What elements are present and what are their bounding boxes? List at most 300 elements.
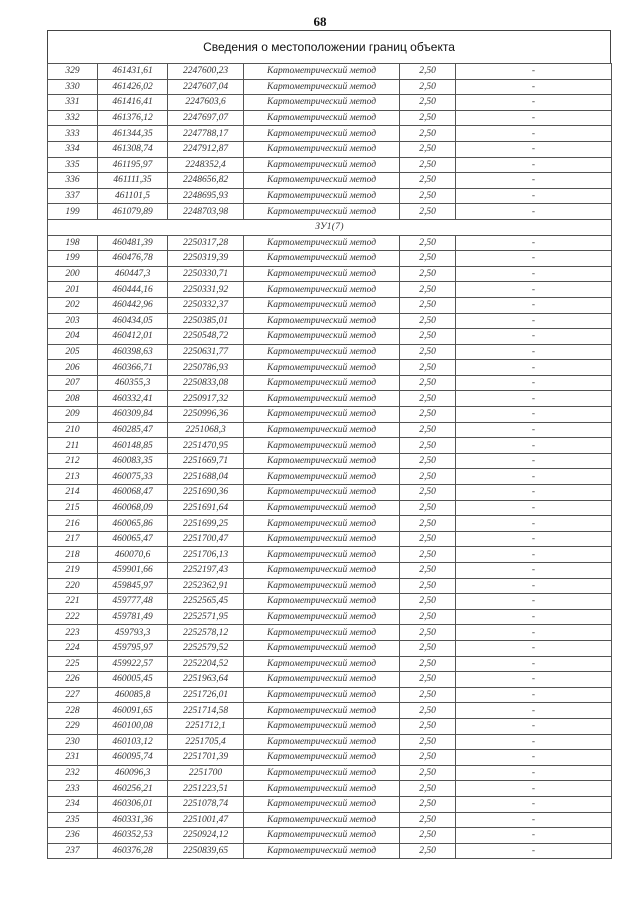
table-row	[48, 765, 612, 781]
method-cell: Картометрический метод	[244, 173, 400, 189]
table-row	[48, 781, 612, 797]
accuracy-cell: 2,50	[400, 687, 456, 703]
description-cell: -	[456, 516, 612, 532]
section-label: ЗУ1(7)	[48, 219, 612, 235]
accuracy-cell: 2,50	[400, 251, 456, 267]
y-coordinate-cell: 2248352,4	[168, 157, 244, 173]
y-coordinate-cell: 2252578,12	[168, 625, 244, 641]
table-row	[48, 235, 612, 251]
point-number-cell: 210	[48, 422, 98, 438]
table-row	[48, 547, 612, 563]
table-row	[48, 126, 612, 142]
y-coordinate-cell: 2252565,45	[168, 594, 244, 610]
x-coordinate-cell: 460256,21	[98, 781, 168, 797]
x-coordinate-cell: 460331,36	[98, 812, 168, 828]
point-number-cell: 199	[48, 251, 98, 267]
x-coordinate-cell: 460148,85	[98, 438, 168, 454]
table-row	[48, 110, 612, 126]
description-cell: -	[456, 95, 612, 111]
x-coordinate-cell: 461426,02	[98, 79, 168, 95]
point-number-cell: 236	[48, 828, 98, 844]
accuracy-cell: 2,50	[400, 594, 456, 610]
method-cell: Картометрический метод	[244, 391, 400, 407]
accuracy-cell: 2,50	[400, 282, 456, 298]
accuracy-cell: 2,50	[400, 344, 456, 360]
description-cell: -	[456, 656, 612, 672]
table-row	[48, 173, 612, 189]
method-cell: Картометрический метод	[244, 375, 400, 391]
table-row	[48, 516, 612, 532]
method-cell: Картометрический метод	[244, 235, 400, 251]
point-number-cell: 331	[48, 95, 98, 111]
y-coordinate-cell: 2251705,4	[168, 734, 244, 750]
coordinates-table	[47, 63, 612, 859]
table-row	[48, 578, 612, 594]
page-number: 68	[313, 14, 327, 29]
point-number-cell: 212	[48, 453, 98, 469]
x-coordinate-cell: 461308,74	[98, 141, 168, 157]
accuracy-cell: 2,50	[400, 313, 456, 329]
y-coordinate-cell: 2251714,58	[168, 703, 244, 719]
y-coordinate-cell: 2247600,23	[168, 64, 244, 80]
point-number-cell: 200	[48, 266, 98, 282]
description-cell: -	[456, 110, 612, 126]
accuracy-cell: 2,50	[400, 235, 456, 251]
description-cell: -	[456, 578, 612, 594]
table-row	[48, 266, 612, 282]
method-cell: Картометрический метод	[244, 110, 400, 126]
table-row	[48, 204, 612, 220]
description-cell: -	[456, 718, 612, 734]
point-number-cell: 337	[48, 188, 98, 204]
accuracy-cell: 2,50	[400, 609, 456, 625]
point-number-cell: 215	[48, 500, 98, 516]
y-coordinate-cell: 2248695,93	[168, 188, 244, 204]
accuracy-cell: 2,50	[400, 126, 456, 142]
description-cell: -	[456, 173, 612, 189]
accuracy-cell: 2,50	[400, 485, 456, 501]
description-cell: -	[456, 734, 612, 750]
accuracy-cell: 2,50	[400, 64, 456, 80]
point-number-cell: 233	[48, 781, 98, 797]
description-cell: -	[456, 157, 612, 173]
table-row	[48, 485, 612, 501]
y-coordinate-cell: 2250786,93	[168, 360, 244, 376]
accuracy-cell: 2,50	[400, 563, 456, 579]
y-coordinate-cell: 2247912,87	[168, 141, 244, 157]
method-cell: Картометрический метод	[244, 578, 400, 594]
x-coordinate-cell: 460355,3	[98, 375, 168, 391]
accuracy-cell: 2,50	[400, 703, 456, 719]
x-coordinate-cell: 461431,61	[98, 64, 168, 80]
y-coordinate-cell: 2250631,77	[168, 344, 244, 360]
accuracy-cell: 2,50	[400, 625, 456, 641]
rows-part-1	[48, 64, 612, 220]
accuracy-cell: 2,50	[400, 828, 456, 844]
description-cell: -	[456, 297, 612, 313]
method-cell: Картометрический метод	[244, 765, 400, 781]
table-row	[48, 391, 612, 407]
table-title: Сведения о местоположении границ объекта	[47, 30, 611, 63]
section-row-group	[48, 219, 612, 235]
x-coordinate-cell: 459845,97	[98, 578, 168, 594]
method-cell: Картометрический метод	[244, 469, 400, 485]
x-coordinate-cell: 460075,33	[98, 469, 168, 485]
description-cell: -	[456, 313, 612, 329]
y-coordinate-cell: 2252197,43	[168, 563, 244, 579]
method-cell: Картометрический метод	[244, 640, 400, 656]
description-cell: -	[456, 765, 612, 781]
table-row	[48, 141, 612, 157]
method-cell: Картометрический метод	[244, 126, 400, 142]
accuracy-cell: 2,50	[400, 329, 456, 345]
y-coordinate-cell: 2252204,52	[168, 656, 244, 672]
x-coordinate-cell: 460412,01	[98, 329, 168, 345]
table-row	[48, 625, 612, 641]
accuracy-cell: 2,50	[400, 640, 456, 656]
table-row	[48, 157, 612, 173]
x-coordinate-cell: 460352,53	[98, 828, 168, 844]
x-coordinate-cell: 460434,05	[98, 313, 168, 329]
table-row	[48, 188, 612, 204]
x-coordinate-cell: 459795,97	[98, 640, 168, 656]
point-number-cell: 217	[48, 531, 98, 547]
method-cell: Картометрический метод	[244, 282, 400, 298]
accuracy-cell: 2,50	[400, 360, 456, 376]
y-coordinate-cell: 2250833,08	[168, 375, 244, 391]
y-coordinate-cell: 2250331,92	[168, 282, 244, 298]
table-row	[48, 251, 612, 267]
point-number-cell: 207	[48, 375, 98, 391]
description-cell: -	[456, 531, 612, 547]
x-coordinate-cell: 461101,5	[98, 188, 168, 204]
description-cell: -	[456, 438, 612, 454]
table-row	[48, 640, 612, 656]
accuracy-cell: 2,50	[400, 750, 456, 766]
y-coordinate-cell: 2251001,47	[168, 812, 244, 828]
section-row	[48, 219, 612, 235]
table-row	[48, 703, 612, 719]
method-cell: Картометрический метод	[244, 843, 400, 859]
point-number-cell: 228	[48, 703, 98, 719]
y-coordinate-cell: 2251690,36	[168, 485, 244, 501]
method-cell: Картометрический метод	[244, 64, 400, 80]
y-coordinate-cell: 2251078,74	[168, 796, 244, 812]
accuracy-cell: 2,50	[400, 718, 456, 734]
description-cell: -	[456, 422, 612, 438]
method-cell: Картометрический метод	[244, 188, 400, 204]
x-coordinate-cell: 459922,57	[98, 656, 168, 672]
y-coordinate-cell: 2247697,07	[168, 110, 244, 126]
method-cell: Картометрический метод	[244, 625, 400, 641]
accuracy-cell: 2,50	[400, 500, 456, 516]
description-cell: -	[456, 500, 612, 516]
description-cell: -	[456, 812, 612, 828]
y-coordinate-cell: 2251691,64	[168, 500, 244, 516]
description-cell: -	[456, 703, 612, 719]
point-number-cell: 329	[48, 64, 98, 80]
table-row	[48, 750, 612, 766]
accuracy-cell: 2,50	[400, 157, 456, 173]
accuracy-cell: 2,50	[400, 141, 456, 157]
description-cell: -	[456, 843, 612, 859]
method-cell: Картометрический метод	[244, 750, 400, 766]
accuracy-cell: 2,50	[400, 656, 456, 672]
point-number-cell: 206	[48, 360, 98, 376]
y-coordinate-cell: 2250385,01	[168, 313, 244, 329]
description-cell: -	[456, 251, 612, 267]
y-coordinate-cell: 2251068,3	[168, 422, 244, 438]
point-number-cell: 199	[48, 204, 98, 220]
y-coordinate-cell: 2250332,37	[168, 297, 244, 313]
x-coordinate-cell: 460285,47	[98, 422, 168, 438]
point-number-cell: 211	[48, 438, 98, 454]
table-row	[48, 453, 612, 469]
method-cell: Картометрический метод	[244, 453, 400, 469]
description-cell: -	[456, 796, 612, 812]
description-cell: -	[456, 266, 612, 282]
point-number-cell: 226	[48, 672, 98, 688]
x-coordinate-cell: 459901,66	[98, 563, 168, 579]
point-number-cell: 223	[48, 625, 98, 641]
description-cell: -	[456, 375, 612, 391]
description-cell: -	[456, 407, 612, 423]
point-number-cell: 218	[48, 547, 98, 563]
table-row	[48, 531, 612, 547]
y-coordinate-cell: 2251963,64	[168, 672, 244, 688]
y-coordinate-cell: 2251470,95	[168, 438, 244, 454]
y-coordinate-cell: 2247603,6	[168, 95, 244, 111]
description-cell: -	[456, 204, 612, 220]
point-number-cell: 204	[48, 329, 98, 345]
accuracy-cell: 2,50	[400, 796, 456, 812]
table-row	[48, 282, 612, 298]
y-coordinate-cell: 2250319,39	[168, 251, 244, 267]
accuracy-cell: 2,50	[400, 781, 456, 797]
point-number-cell: 224	[48, 640, 98, 656]
table-row	[48, 718, 612, 734]
point-number-cell: 334	[48, 141, 98, 157]
description-cell: -	[456, 609, 612, 625]
point-number-cell: 205	[48, 344, 98, 360]
method-cell: Картометрический метод	[244, 297, 400, 313]
x-coordinate-cell: 460083,35	[98, 453, 168, 469]
x-coordinate-cell: 460476,78	[98, 251, 168, 267]
method-cell: Картометрический метод	[244, 563, 400, 579]
method-cell: Картометрический метод	[244, 594, 400, 610]
x-coordinate-cell: 460309,84	[98, 407, 168, 423]
method-cell: Картометрический метод	[244, 516, 400, 532]
table-row	[48, 469, 612, 485]
description-cell: -	[456, 391, 612, 407]
accuracy-cell: 2,50	[400, 812, 456, 828]
point-number-cell: 208	[48, 391, 98, 407]
table-row	[48, 375, 612, 391]
x-coordinate-cell: 460091,65	[98, 703, 168, 719]
x-coordinate-cell: 459793,3	[98, 625, 168, 641]
point-number-cell: 336	[48, 173, 98, 189]
point-number-cell: 234	[48, 796, 98, 812]
accuracy-cell: 2,50	[400, 422, 456, 438]
table-row	[48, 438, 612, 454]
point-number-cell: 232	[48, 765, 98, 781]
accuracy-cell: 2,50	[400, 407, 456, 423]
method-cell: Картометрический метод	[244, 531, 400, 547]
x-coordinate-cell: 460070,6	[98, 547, 168, 563]
x-coordinate-cell: 460068,09	[98, 500, 168, 516]
point-number-cell: 198	[48, 235, 98, 251]
accuracy-cell: 2,50	[400, 672, 456, 688]
method-cell: Картометрический метод	[244, 407, 400, 423]
method-cell: Картометрический метод	[244, 79, 400, 95]
description-cell: -	[456, 687, 612, 703]
y-coordinate-cell: 2251688,04	[168, 469, 244, 485]
x-coordinate-cell: 460100,08	[98, 718, 168, 734]
point-number-cell: 203	[48, 313, 98, 329]
description-cell: -	[456, 672, 612, 688]
table-row	[48, 796, 612, 812]
table-row	[48, 297, 612, 313]
table-row	[48, 313, 612, 329]
method-cell: Картометрический метод	[244, 344, 400, 360]
x-coordinate-cell: 460065,47	[98, 531, 168, 547]
y-coordinate-cell: 2251223,51	[168, 781, 244, 797]
table-row	[48, 594, 612, 610]
method-cell: Картометрический метод	[244, 796, 400, 812]
method-cell: Картометрический метод	[244, 703, 400, 719]
method-cell: Картометрический метод	[244, 812, 400, 828]
accuracy-cell: 2,50	[400, 516, 456, 532]
x-coordinate-cell: 461344,35	[98, 126, 168, 142]
point-number-cell: 216	[48, 516, 98, 532]
x-coordinate-cell: 461111,35	[98, 173, 168, 189]
x-coordinate-cell: 460005,45	[98, 672, 168, 688]
point-number-cell: 225	[48, 656, 98, 672]
y-coordinate-cell: 2251712,1	[168, 718, 244, 734]
table-row	[48, 843, 612, 859]
accuracy-cell: 2,50	[400, 173, 456, 189]
x-coordinate-cell: 461079,89	[98, 204, 168, 220]
method-cell: Картометрический метод	[244, 500, 400, 516]
accuracy-cell: 2,50	[400, 79, 456, 95]
accuracy-cell: 2,50	[400, 453, 456, 469]
y-coordinate-cell: 2251669,71	[168, 453, 244, 469]
method-cell: Картометрический метод	[244, 141, 400, 157]
table-row	[48, 344, 612, 360]
accuracy-cell: 2,50	[400, 469, 456, 485]
x-coordinate-cell: 460447,3	[98, 266, 168, 282]
description-cell: -	[456, 594, 612, 610]
description-cell: -	[456, 750, 612, 766]
description-cell: -	[456, 344, 612, 360]
accuracy-cell: 2,50	[400, 438, 456, 454]
y-coordinate-cell: 2250996,36	[168, 407, 244, 423]
method-cell: Картометрический метод	[244, 313, 400, 329]
table-row	[48, 563, 612, 579]
y-coordinate-cell: 2251700,47	[168, 531, 244, 547]
description-cell: -	[456, 781, 612, 797]
x-coordinate-cell: 460376,28	[98, 843, 168, 859]
point-number-cell: 235	[48, 812, 98, 828]
x-coordinate-cell: 460481,39	[98, 235, 168, 251]
table-row	[48, 812, 612, 828]
x-coordinate-cell: 460096,3	[98, 765, 168, 781]
y-coordinate-cell: 2247607,04	[168, 79, 244, 95]
accuracy-cell: 2,50	[400, 531, 456, 547]
y-coordinate-cell: 2250548,72	[168, 329, 244, 345]
point-number-cell: 219	[48, 563, 98, 579]
accuracy-cell: 2,50	[400, 843, 456, 859]
y-coordinate-cell: 2252362,91	[168, 578, 244, 594]
method-cell: Картометрический метод	[244, 781, 400, 797]
description-cell: -	[456, 547, 612, 563]
y-coordinate-cell: 2248703,98	[168, 204, 244, 220]
accuracy-cell: 2,50	[400, 297, 456, 313]
y-coordinate-cell: 2251726,01	[168, 687, 244, 703]
table-row	[48, 656, 612, 672]
x-coordinate-cell: 460095,74	[98, 750, 168, 766]
x-coordinate-cell: 460306,01	[98, 796, 168, 812]
x-coordinate-cell: 460332,41	[98, 391, 168, 407]
table-row	[48, 828, 612, 844]
method-cell: Картометрический метод	[244, 360, 400, 376]
table-row	[48, 64, 612, 80]
table-row	[48, 95, 612, 111]
point-number-cell: 333	[48, 126, 98, 142]
table-row	[48, 422, 612, 438]
point-number-cell: 214	[48, 485, 98, 501]
y-coordinate-cell: 2250317,28	[168, 235, 244, 251]
accuracy-cell: 2,50	[400, 375, 456, 391]
description-cell: -	[456, 329, 612, 345]
description-cell: -	[456, 485, 612, 501]
point-number-cell: 202	[48, 297, 98, 313]
y-coordinate-cell: 2252579,52	[168, 640, 244, 656]
rows-part-2	[48, 235, 612, 859]
point-number-cell: 213	[48, 469, 98, 485]
point-number-cell: 221	[48, 594, 98, 610]
description-cell: -	[456, 64, 612, 80]
x-coordinate-cell: 460398,63	[98, 344, 168, 360]
x-coordinate-cell: 460085,8	[98, 687, 168, 703]
method-cell: Картометрический метод	[244, 687, 400, 703]
x-coordinate-cell: 459777,48	[98, 594, 168, 610]
method-cell: Картометрический метод	[244, 329, 400, 345]
table-row	[48, 360, 612, 376]
x-coordinate-cell: 461416,41	[98, 95, 168, 111]
table-row	[48, 79, 612, 95]
method-cell: Картометрический метод	[244, 266, 400, 282]
y-coordinate-cell: 2250917,32	[168, 391, 244, 407]
y-coordinate-cell: 2251701,39	[168, 750, 244, 766]
point-number-cell: 222	[48, 609, 98, 625]
accuracy-cell: 2,50	[400, 391, 456, 407]
boundary-table-frame	[47, 30, 611, 859]
description-cell: -	[456, 188, 612, 204]
description-cell: -	[456, 828, 612, 844]
point-number-cell: 201	[48, 282, 98, 298]
method-cell: Картометрический метод	[244, 718, 400, 734]
accuracy-cell: 2,50	[400, 110, 456, 126]
description-cell: -	[456, 79, 612, 95]
method-cell: Картометрический метод	[244, 656, 400, 672]
method-cell: Картометрический метод	[244, 672, 400, 688]
method-cell: Картометрический метод	[244, 251, 400, 267]
description-cell: -	[456, 235, 612, 251]
point-number-cell: 335	[48, 157, 98, 173]
description-cell: -	[456, 469, 612, 485]
description-cell: -	[456, 282, 612, 298]
